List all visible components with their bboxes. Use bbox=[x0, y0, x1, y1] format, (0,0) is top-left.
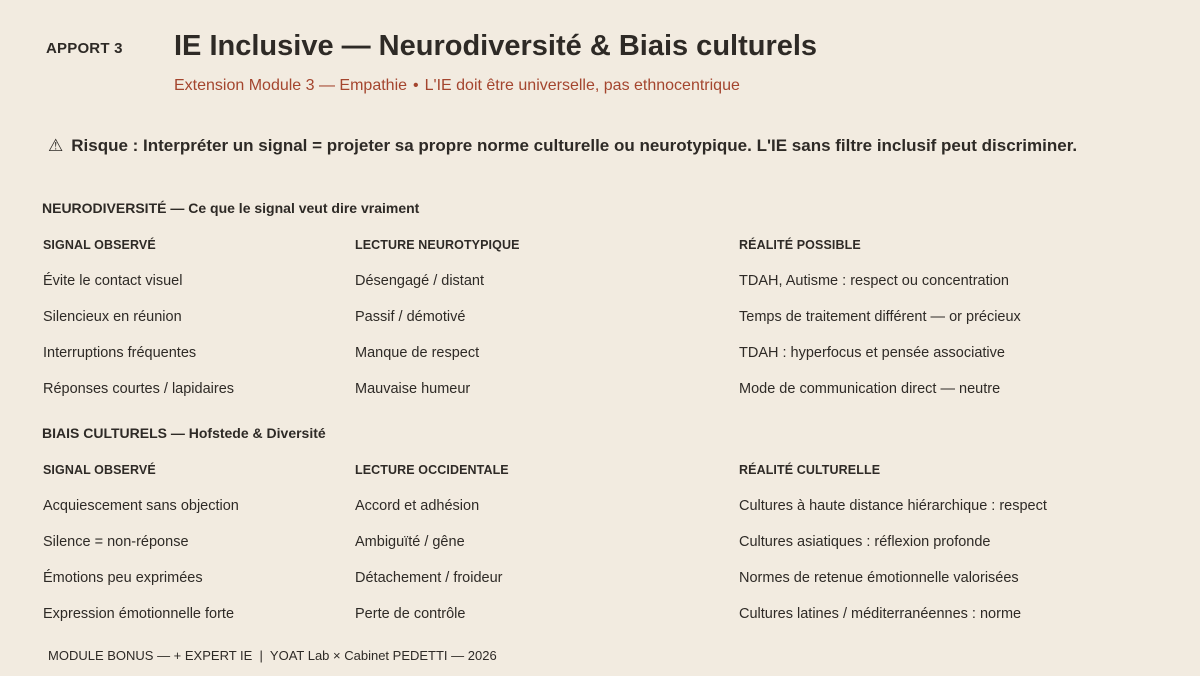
column-header: SIGNAL OBSERVÉ bbox=[43, 463, 156, 477]
table-row bbox=[43, 569, 1163, 605]
neurodiversity-table bbox=[43, 236, 1163, 416]
warning-text: Risque : Interpréter un signal = projeter sa propre norme culturelle ou neurotypique. L'IE sans filtre inclusif peut discriminer. bbox=[71, 136, 1078, 155]
reality-cell: Temps de traitement différent — or précieux bbox=[739, 309, 1021, 325]
table-header-row bbox=[43, 461, 1163, 497]
reality-cell: Cultures asiatiques : réflexion profonde bbox=[739, 534, 991, 550]
signal-cell: Expression émotionnelle forte bbox=[43, 606, 235, 622]
column-header: LECTURE NEUROTYPIQUE bbox=[355, 238, 520, 252]
reality-cell: Cultures latines / méditerranéennes : norme bbox=[739, 606, 1022, 622]
subtitle-separator: • bbox=[413, 77, 419, 94]
signal-cell: Émotions peu exprimées bbox=[43, 570, 203, 586]
reality-cell: Cultures à haute distance hiérarchique : respect bbox=[739, 498, 1047, 514]
subtitle-module: Extension Module 3 — Empathie bbox=[174, 77, 408, 94]
signal-cell: Réponses courtes / lapidaires bbox=[43, 381, 235, 397]
warning-icon: ⚠ bbox=[48, 136, 64, 155]
reading-cell: Perte de contrôle bbox=[355, 606, 466, 622]
warning-banner bbox=[48, 136, 1077, 156]
column-header: RÉALITÉ POSSIBLE bbox=[739, 238, 861, 252]
reading-cell: Manque de respect bbox=[355, 345, 480, 361]
slide-tag: APPORT 3 bbox=[46, 40, 123, 57]
table-row bbox=[43, 605, 1163, 641]
reading-cell: Désengagé / distant bbox=[355, 273, 484, 289]
slide-footer: MODULE BONUS — + EXPERT IE | YOAT Lab × Cabinet PEDETTI — 2026 bbox=[48, 648, 497, 663]
signal-cell: Silence = non-réponse bbox=[43, 534, 189, 550]
neurodiversity-section-title: NEURODIVERSITÉ — Ce que le signal veut dire vraiment bbox=[42, 200, 420, 216]
reading-cell: Passif / démotivé bbox=[355, 309, 466, 325]
column-header: LECTURE OCCIDENTALE bbox=[355, 463, 509, 477]
reading-cell: Détachement / froideur bbox=[355, 570, 503, 586]
table-row bbox=[43, 497, 1163, 533]
slide-subtitle bbox=[174, 77, 740, 95]
table-row bbox=[43, 272, 1163, 308]
column-header: SIGNAL OBSERVÉ bbox=[43, 238, 156, 252]
table-row bbox=[43, 533, 1163, 569]
reality-cell: Normes de retenue émotionnelle valorisées bbox=[739, 570, 1019, 586]
column-header: RÉALITÉ CULTURELLE bbox=[739, 463, 881, 477]
signal-cell: Acquiescement sans objection bbox=[43, 498, 239, 514]
reality-cell: TDAH, Autisme : respect ou concentration bbox=[739, 273, 1009, 289]
signal-cell: Silencieux en réunion bbox=[43, 309, 182, 325]
signal-cell: Évite le contact visuel bbox=[43, 273, 183, 289]
reality-cell: TDAH : hyperfocus et pensée associative bbox=[739, 345, 1005, 361]
signal-cell: Interruptions fréquentes bbox=[43, 345, 197, 361]
reading-cell: Accord et adhésion bbox=[355, 498, 480, 514]
table-row bbox=[43, 380, 1163, 416]
reality-cell: Mode de communication direct — neutre bbox=[739, 381, 1001, 397]
slide-title: IE Inclusive — Neurodiversité & Biais culturels bbox=[174, 30, 818, 62]
reading-cell: Mauvaise humeur bbox=[355, 381, 471, 397]
table-header-row bbox=[43, 236, 1163, 272]
subtitle-tagline: L'IE doit être universelle, pas ethnocentrique bbox=[424, 77, 740, 94]
table-row bbox=[43, 308, 1163, 344]
cultural-biases-section-title: BIAIS CULTURELS — Hofstede & Diversité bbox=[42, 425, 326, 441]
cultural-biases-table bbox=[43, 461, 1163, 641]
reading-cell: Ambiguïté / gêne bbox=[355, 534, 465, 550]
table-row bbox=[43, 344, 1163, 380]
